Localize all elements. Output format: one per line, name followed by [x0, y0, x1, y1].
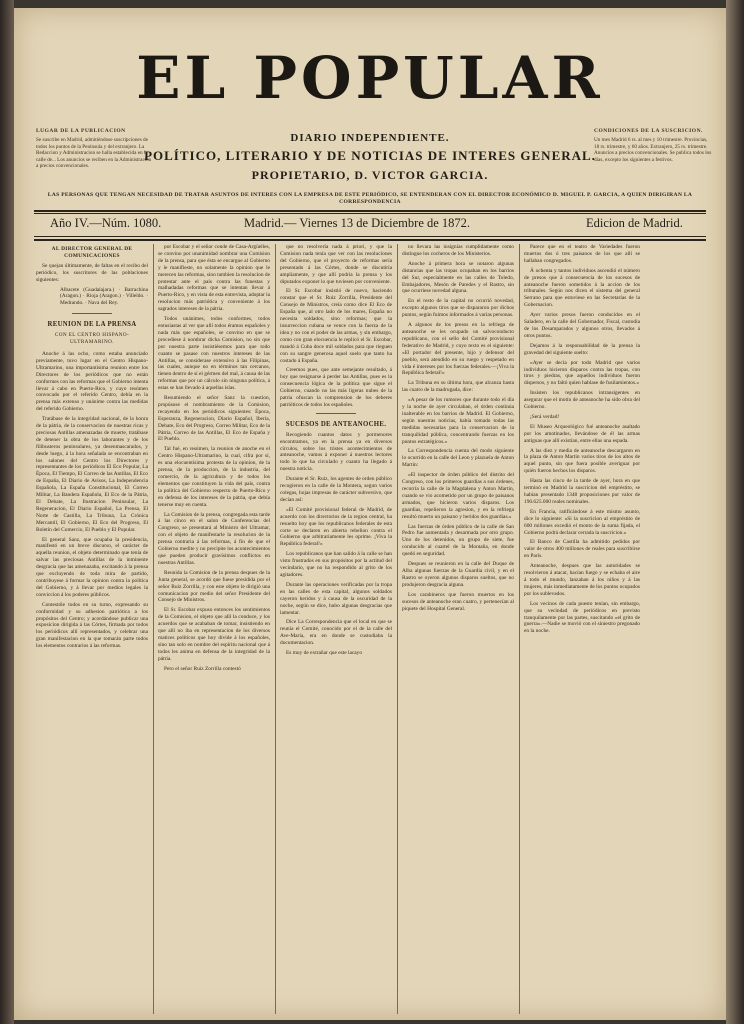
article-paragraph: Durante el Sr. Ruiz, los agentes de orden público recogieron en la calle de la Montera, segun varios colegas, hojas impresas de carácter subversivo, que decían así: [280, 476, 392, 503]
column-separator [519, 244, 520, 1014]
article-paragraph: Reunida la Comision de la prensa despues de la Junta general, se acordó que fuese presidida por el señor Ruiz Zorrilla, y con este objeto le dirigió una comunicacion por medio del señor Presidente del Consejo de Ministros. [158, 569, 270, 604]
article-subheading: CON EL CENTRO HISPANO-ULTRAMARINO. [54, 332, 130, 346]
article-paragraph: no llevara las insignias cumplidamente como distingue los cocheros de los Ministerios. [402, 244, 514, 257]
article-paragraph: Durante las operaciones verificadas por la tropa en las calles de esta capital, algunos soldados cayeron heridos y á causa de la oscuridad de la noche, según se dice, hubo algunas desgracias que lamentar. [280, 581, 392, 616]
issue-date: Madrid.— Viernes 13 de Diciembre de 1872. [244, 216, 471, 230]
column-2 [158, 244, 270, 1018]
article-paragraph: A las diez y media de anteanoche descargaron en la plaza de Anton Martin varios tiros de los altos de aquel punto, sin que fuera posible averiguar por quién fueron hechos los disparos. [524, 447, 640, 475]
masthead-title: EL POPULAR [136, 44, 604, 112]
article-paragraph: Tratábase de la integridad nacional, de la honra de la pátria, de la conservacion de nuestras ricas y preciosas Antillas amenazadas de muerte, tratábase de detener la obra de los laborantes y de los filibusteros peninsulares, ya desenmascarados, y desde luego, á la hora señalada se encontraban en los salones del Centro los Directores y representantes de los periódicos El Eco Popular, La Época, El Tiempo, El Correo de las Antillas, El Eco de España, El Diario de Avisos, La Independencia Española, La España Constitucional, El Correo Militar, La Bandera Española, El Eco de la Pátria, El Debate, La Ilustracion Peninsular, La Regeneracion, El Diario Español, La Prensa, El Norte de Castilla, La Tribuna, La Crónica Mercantil, El Gobierno, El Eco del Progreso, El Boletín del Comercio, El Pueblo y El Popular. [36, 416, 148, 533]
article-paragraph: que no resolvería nada á priori, y que la Comision nada tenía que ver con las resoluciones del Gobierno, que el proyecto de reformas sería presentado á las Córtes, donde se discutiría ampliamente, y que allí podría la prensa y los diputados exponer lo que tuviesen por conveniente. [280, 244, 392, 285]
column-4 [402, 244, 514, 1018]
article-paragraph: Contestóle todos en su turno, expresando su conformidad y su adhesion patriótica a los propósitos del Centro; y acordándose publicar una exposicion dirigida á las Córtes, firmada por todos los periódicos allí representados, y celebrar una gran manifestacion en la que tomarán parte todos los elementos contrarios á las reformas. [36, 601, 148, 650]
dateline-rule-thick [34, 239, 706, 241]
article-paragraph: El Banco de Castilla ha admitido pedidos por valor de otros 400 millones de reales para suscribirse en París. [524, 539, 640, 560]
dateline-rule-thin [34, 236, 706, 237]
article-paragraph: Las fuerzas de órden público de la calle de San Pedro fue aumentada y desarmada por otro grupo. Uno de los detenidos, un grupo de siete, fue conducido al cuartel de la Montaña, en donde quedó en seguridad. [402, 523, 514, 558]
article-paragraph: Ayer varios presos fueron conducidos en el Saladero, en la calle del Gobernador, Fiscal, custodia de los Desamparados y algunos otros, llevados á otros puntos. [524, 312, 640, 339]
correspondence-notice: LAS PERSONAS QUE TENGAN NECESIDAD DE TRATAR ASUNTOS DE INTERES CON LA EMPRESA DE ESTE PERIÓDICO, SE ENTENDERAN CON EL DIRECTOR ECONÓMICO D. MIGUEL P. GARCIA, A QUIEN DIRIGIRAN LA CORRESPONDENCIA [47, 192, 693, 205]
article-paragraph: Anoche á primera hora se notaron algunas distancias que las tropas ocupaban en los barrios del Sur, especialmente en las calles de Toledo, Embajadores, Mesón de Paredes y el Rastro, sin que ocurriese novedad alguna. [402, 260, 514, 295]
article-paragraph: Los republicanos que han salido á la calle se han visto frustrados en sus propósitos por la actitud del vecindario, que no ha respondido al grito de los agitadores. [280, 551, 392, 578]
article-divider [72, 313, 112, 314]
article-paragraph: Resumiendo el señor Sanz la cuestion, propúsose el nombramiento de la Comision, recayendo en los periódicos siguientes: Época, Esperanza, Regeneracion, Diario Español, Iberia, Debate, Eco del Progreso, Correo Militar, Eco de la Pátria, Correo de las Antillas, El Eco de España y El Pueblo. [158, 395, 270, 443]
article-paragraph: El general Sanz, que ocupaba la presidencia, manifestó en un breve discurso, el carácter de aquella reunion, el objeto determinado que tenía de salvar las preciosas Antillas de la inminente desgracia que las amenazaba, excitando á la prensa que excluyendo de toda mira de partido, contribuyese á formar la opinion contra la política del Gobierno, y á llevar por medios legales la conviccion á los poderes públicos. [36, 536, 148, 598]
article-paragraph: Parece que en el teatro de Variedades fueron muertos dos ó tres paisanos de los que allí se hallaban congregados. [524, 244, 640, 264]
article-paragraph: Dejamos á la responsabilidad de la prensa la gravedad del siguiente suelto: [524, 342, 640, 356]
column-separator [275, 244, 276, 1014]
article-paragraph: Insisten los republicanos intransigentes en asegurar que el motín de anteanoche ha sido obra del Gobierno. [524, 390, 640, 411]
article-paragraph: En el resto de la capital no ocurrió novedad, excepto algunos tiros que se dispararon por dichos puntos, según fuimos informados á varias personas. [402, 298, 514, 319]
article-paragraph: Los carabineros que fueron muertos en los sucesos de anteanoche eran cuatro, y pertenecían al piquete del Hospital General. [402, 591, 514, 612]
article-paragraph: El Sr. Escobar insistió de nuevo, haciendo constar que el Sr. Ruiz Zorrilla, Presidente del Consejo de Ministros, creía como dice El Eco de España que, al otro lado de los mares, España no necesita soldados, sino reformas; que la insurreccion cubana se vence con la fuerza de la idea y no con el poder de las armas, y sin embargo, como con gran elocuencia le replicó el Sr. Escobar, mandó á Cuba doce mil soldados para que rieguen con su sangre generosa aquel suelo que tanto ha costado á España. [280, 288, 392, 364]
header-rule-thick [34, 210, 706, 212]
subscription-conditions-heading: CONDICIONES DE LA SUSCRICION. [594, 128, 703, 134]
masthead-subtitle-owner: PROPIETARIO, D. VICTOR GARCIA. [251, 168, 489, 182]
page-edge-left [0, 0, 14, 1024]
article-paragraph: Todos unánimes, todos conformes, todos entusiastas al ver que allí todos éramos españoles y nada más que españoles, se convino en que se procediese á nombrar dicha Comision, no sin que por nuestra parte insistiésemos para que todo cuanto se pasase con nuestros intereses de las Antillas, se considerase extensivo á las Filipinas, las cuales, aunque no en términos tan cercanos, tienen dentro de sí el gérmen del mal, á causa de las reformas que por un cálculo sin ninguna política, á estas se han llevado á aquellas islas. [158, 316, 270, 392]
article-paragraph: ¡Será verdad! [530, 413, 560, 420]
edition-label: Edicion de Madrid. [586, 216, 683, 230]
article-paragraph: La Tribuna en su última hora, que alcanza hasta las cuatro de la madrugada, dice: [402, 380, 514, 394]
column-5 [524, 244, 640, 1018]
column-separator [397, 244, 398, 1014]
article-paragraph: En Francia, ratificándose á este mismo asunto, dice lo siguiente: «Si la suscricion al empréstito de 600 millones excedió el monto de la suma fijada, el Gobierno podrá declarar cerrada la suscricion.» [524, 508, 640, 536]
article-paragraph: Hasta las cinco de la tarde de ayer, hora en que terminó en Madrid la suscricion del empréstito, se habían presentado 1348 proposiciones por valor de 190.625.000 reales nominales. [524, 478, 640, 505]
article-heading: AL DIRECTOR GENERAL DE COMUNICACIONES [51, 246, 133, 259]
masthead-subtitle-independent: DIARIO INDEPENDIENTE. [290, 132, 450, 144]
article-heading: SUCESOS DE ANTEANOCHE. [285, 420, 387, 428]
publication-info-heading: LUGAR DE LA PUBLICACION [36, 128, 126, 134]
article-paragraph: La Comision de la prensa, congregada esta tarde á las cinco en el salon de Conferencias del Congreso, se presentará al Ministro del Ultramar, con el objeto de manifestarle la resolucion de la prensa contraria á las reformas, á fin de que el Gobierno medite y no precipite los acontecimientos que pueden producir gravísimos conflictos en nuestras Antillas. [158, 511, 270, 566]
article-paragraph: Recogiendo cuantos datos y pormenores encontramos, ya en la prensa ya en diversos círculos, sobre los tristes acontecimientos de anteanoche, vamos á exponer á nuestros lectores todo lo que ha circulado y cuanto ha llegado á nuestra noticia. [280, 431, 392, 473]
article-paragraph: Pero el señor Ruiz Zorrilla contestó [164, 665, 241, 672]
article-paragraph: por Escobar y el señor conde de Casa-Argüelles, se convino por unanimidad nombrar una Comision de la prensa, para que ésta se encargue al Gobierno y le manifieste, no solamente la opinion que le merecen las reformas, sino tambien la resolucion de protestar ante el país contra las funestas y malhadadas reformas que se intentan llevar á Puerto-Rico, y en vista de esta entrevista, adoptar la resolucion más patriótica y conveniente á los sagrados intereses de la pátria. [158, 244, 270, 313]
article-paragraph: La Correspondencia cuenta del modo siguiente lo ocurrido en la calle del Leon y plazuela de Anton Martin: [402, 448, 514, 469]
article-paragraph: Es muy de extrañar que este lacayo [286, 650, 363, 657]
article-divider [316, 413, 356, 414]
article-paragraph: Anteanoche, despues que las autoridades se resolvieron á atacar, hacían fuego y se echaba el aire á todo el mundo, lanzaban á los niños y á las mujeres, más inmediatamente de los puntos ocupados por los sublevados. [524, 563, 640, 597]
publication-info-text: Se suscribe en Madrid, admitiéndose suscripciones de todos los puntos de la Península y del extranjero. La Redaccion y Administracion se halla establecida en la calle de... Los anuncios se reciben en la Administracion a precios convencionales. [36, 137, 152, 170]
article-paragraph: Los vecinos de cada puesto tenían, sin embargo, que su vecindad de periódicos en previsto tranquilamente por las partes, suscitando «el grito de guerra».—Nadie se movió con el siniestro pregonado en la noche. [524, 600, 640, 635]
article-heading: REUNION DE LA PRENSA [47, 321, 137, 329]
subscription-conditions-text: Un mes Madrid 6 rs. al mes y 10 trimestre. Provincias, 18 rs. trimestre, y 60 años. Extranjero, 25 rs. trimestre. Anuncios a precios convencionales. Se publica todos los días, excepto los siguientes a festivos. [594, 137, 712, 163]
article-paragraph: El Sr. Escobar expuso entonces los sentimientos de la Comision, el objeto que allí la conduce, y los acuerdos que se acababan de tomar, insistiendo en que allí no iba en representacion de los diversos matices políticos que hoy divide á los españoles, sino tan solo en nombre del espíritu nacional que á todos les anima en defensa de la integridad de la pátria. [158, 607, 270, 662]
article-paragraph: Despues se reunieron en la calle del Duque de Alba algunas fuerzas de la Guardia civil, y en el Rastro se oyeron algunos disparos sueltos, que no produjeron desgracia alguna. [402, 561, 514, 588]
article-paragraph: Se quejan últimamente, de faltas en el recibo del periódico, los suscritores de las poblaciones siguientes: [36, 262, 148, 283]
article-paragraph: «Ayer se decía por todo Madrid que varios individuos hicieron disparos contra las tropas, con tiros y piedras, que aquellos individuos fueron dispersos, y no faltó quien hablase de fusilamientos.» [524, 359, 640, 387]
article-paragraph: «El inspector de órden público del distrito del Congreso, con los primeros guardias a sus órdenes, recorría la calle de la Magdalena y Anton Martin, cuando se vio acometido por un grupo de paisanos armados, que hicieron varios disparos. Los guardias, repelieron la agresion, y en la refriega resultó muerto un paisano y heridos dos guardias.» [402, 472, 514, 520]
article-paragraph: El Museo Arqueológico fué anteanoche asaltado por los amotinados, llevándose de él las armas antiguas que allí existían, entre ellas una espada. [524, 423, 640, 444]
column-1 [36, 244, 148, 1018]
article-paragraph: Creemos pues, que ante semejante resultado, á hoy que resignarse á perder las Antillas, pues es la consecuencia lógica de la política que sigue el Gobierno, cuando no las más ligeras nubes de la patria ofuscan la comprension de los deberes patrióticos de todos los españoles. [280, 367, 392, 408]
issue-number: Año IV.—Núm. 1080. [50, 216, 162, 230]
article-paragraph: Anoche á las ocho, como estaba anunciado previamente, tuvo lugar en el Centro Hispano-Ultramarino, una importantísima reunion entre los Directores de los periódicos que no están conformes con las reformas que el Gobierno intenta llevar á cabo en Puerto-Rico, y cuyo resúmen convocado por el referido Centro, debía en la prensa más extenso y unánime contra las medidas del referido Gobierno. [36, 350, 148, 413]
column-separator [153, 244, 154, 1014]
newspaper-page [14, 8, 726, 1020]
town-list: Albacete (Guadalajara.) · Barrachina (Aragon.) · Rioja (Aragon.) · Villeldo. · Medrando. · Nava del Rey. [60, 286, 148, 307]
column-3 [280, 244, 392, 1018]
article-paragraph: «A pesar de los rumores que durante todo el día y la noche de ayer circulaban, el órden continúa inalterable en los barrios de Madrid. El Gobierno, según nuestras noticias, había tomado todas las medidas necesarias para la conservacion de la tranquilidad pública, concentrando fuerzas en los puntos estratégicos.» [402, 397, 514, 445]
article-paragraph: A algunos de los presos en la refriega de anteanoche se les ocupado un salvoconducto republicano, con el sello del Comité provisional federativo de Madrid, y cuyo texto es el siguiente: «El portador del presente, hijo y defensor del pueblo, será atendido en su ruego y respetado en vida é intereses por los fuerzas federales.—¡Viva la República federal!» [402, 322, 514, 377]
masthead-subtitle-political: POLÍTICO, LITERARIO Y DE NOTICIAS DE INTERES GENERAL. [144, 148, 596, 163]
article-paragraph: Dice La Correspondencia que el local en que se reunía el Comité, conocido por el de la calle del Ave-María, era en donde se custodiaba la documentacion. [280, 619, 392, 647]
article-paragraph: Tal fué, en resúmen, la reunion de anoche en el Centro Hispano-Ultramarino, la cual, cifra por sí, es una elocuentísima protesta de la opinion, de la prensa, de la produccion, de la industria, del comercio, de la agricultura y de todos los elementos que constituyen la vida del país, contra la política del Gobierno respecto de Puerto-Rico y en defensa de los intereses de la pátria, que debía tenerse muy en cuenta. [158, 446, 270, 508]
article-paragraph: «El Comité provisional federal de Madrid, de acuerdo con los directorios de la region central, ha resuelto hoy que los republicanos federales de esta corte se declaren en abierta rebelion contra el Gobierno que arbitrariamente les oprime. ¡Viva la República federal!» [280, 506, 392, 548]
article-paragraph: Á ochenta y tantos individuos ascendió el número de presos que á consecuencia de los sucesos de anteanoche fueron sometidos á la accion de los tribunales. Según nos dicen el sistema del general Serrano para que estuviese en las Secretarías de la Gobernacion. [524, 267, 640, 309]
header-rule-thin [34, 213, 706, 214]
page-edge-right [726, 0, 744, 1024]
